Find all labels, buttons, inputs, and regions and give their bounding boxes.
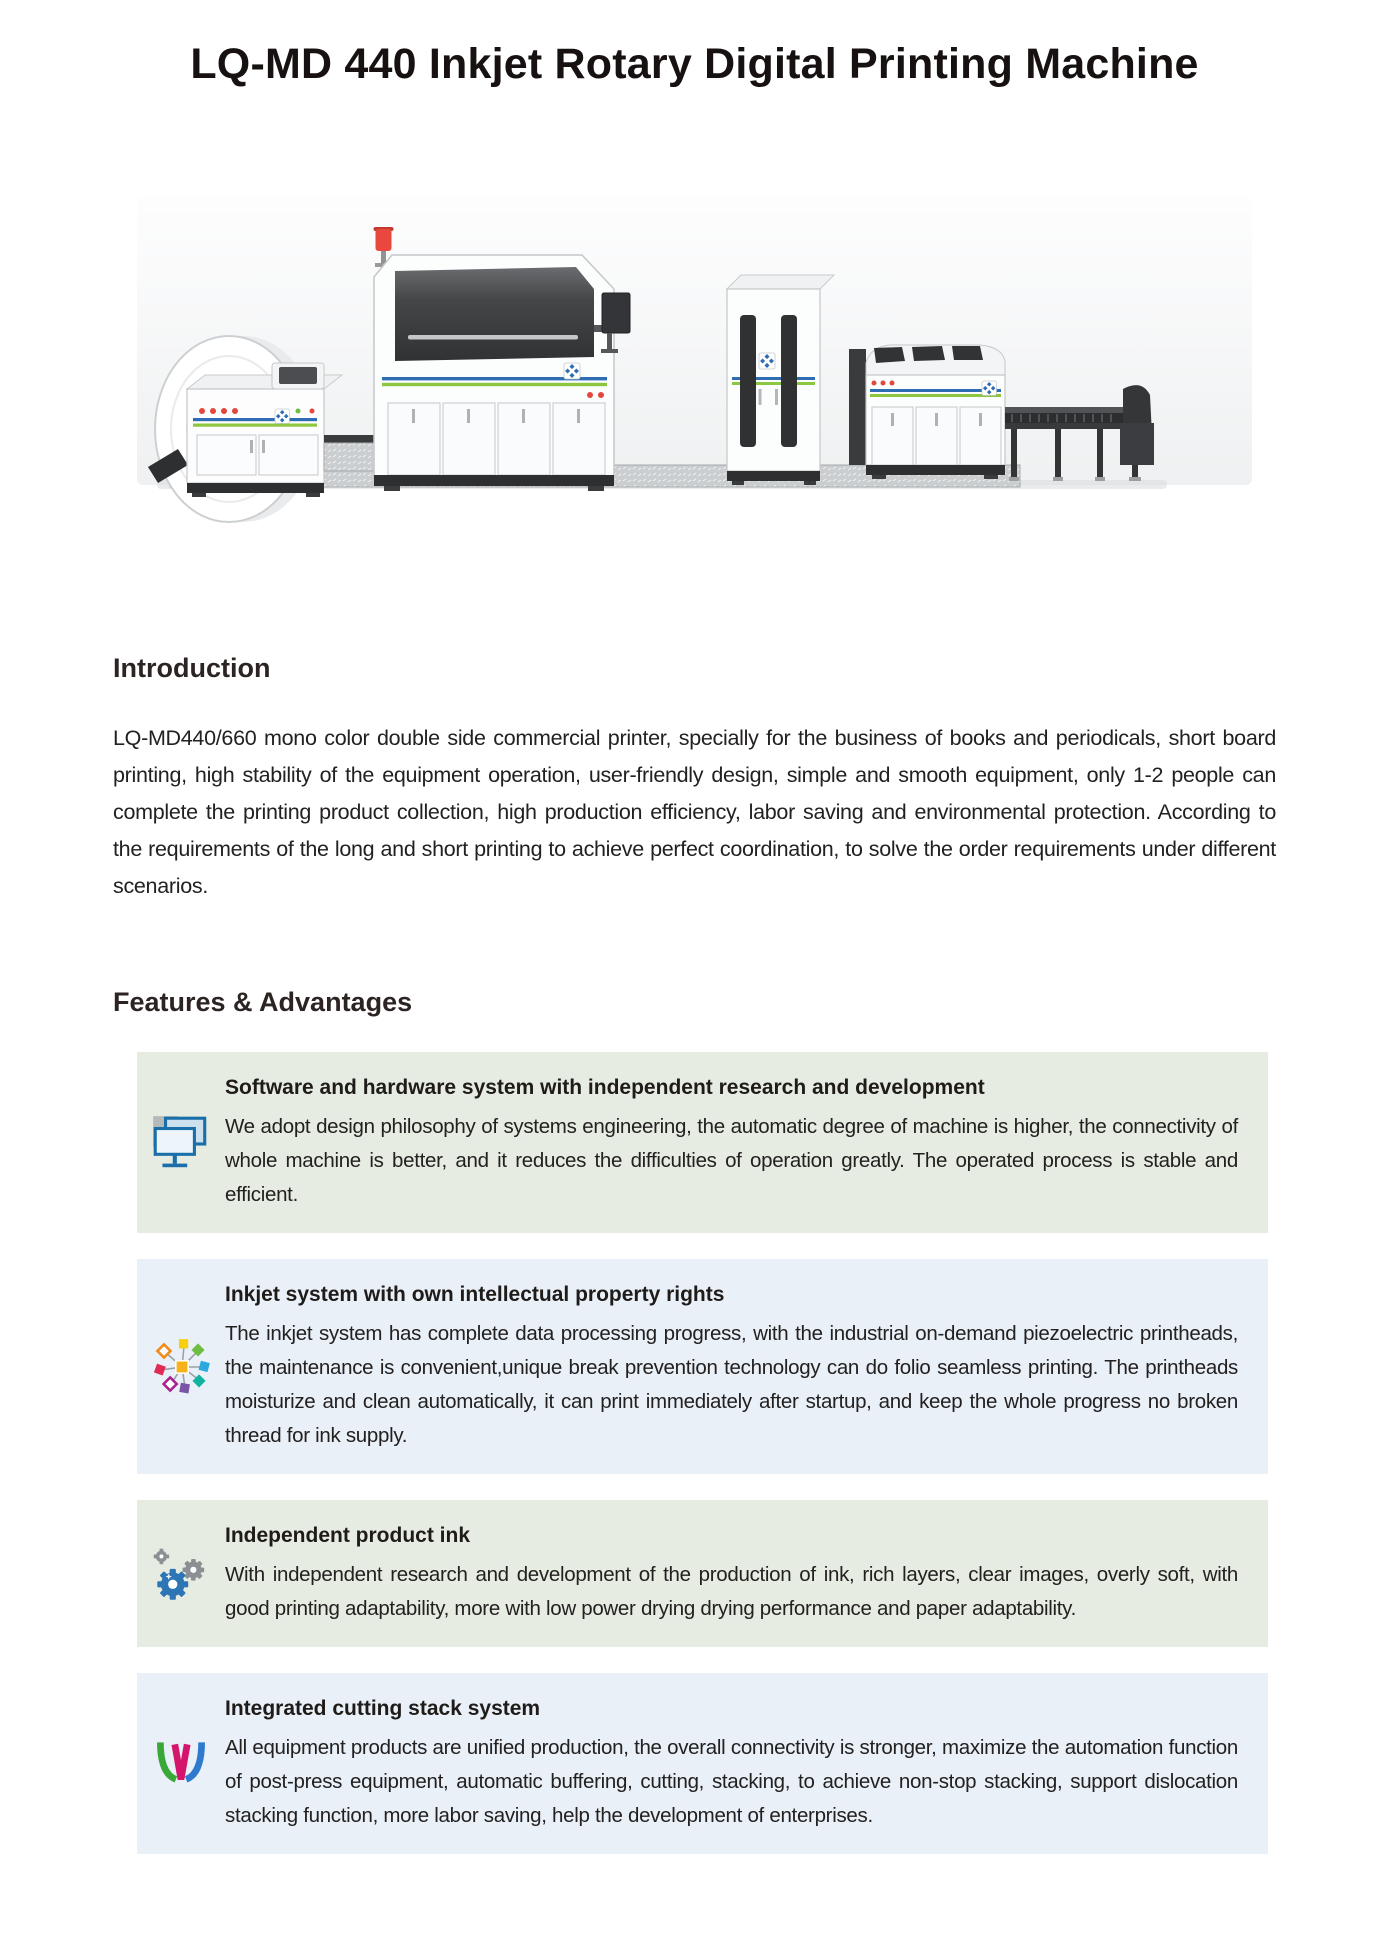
feature-title: Integrated cutting stack system: [225, 1697, 541, 1720]
gears-icon: [137, 1542, 225, 1608]
feature-card-inkjet-system: [137, 1259, 1268, 1474]
features-heading: Features & Advantages: [113, 987, 413, 1017]
introduction-paragraph: LQ-MD440/660 mono color double side commercial printer, specially for the business of books and periodicals, short board printing, high stability of the equipment operation, user-friendly design, simple and smooth equipment, only 1-2 people can complete the printing product collection, high production efficiency, labor saving and environmental protection. According to the requirements of the long and short printing to achieve perfect coordination, to solve the order requirements under different scenarios.: [113, 726, 1276, 898]
feature-title: Software and hardware system with independent research and development: [225, 1076, 985, 1099]
feature-content: [225, 1283, 1268, 1453]
feature-content: [225, 1697, 1268, 1833]
feature-title: Independent product ink: [225, 1524, 470, 1547]
printing-line-image: [112, 177, 1277, 557]
feature-body: The inkjet system has complete data processing progress, with the industrial on-demand piezoelectric printheads, the maintenance is convenient,unique break prevention technology can do folio seamless printing. The printheads moisturize and clean automatically, it can print immediately after startup, and keep the whole progress no broken thread for ink supply.: [225, 1322, 1238, 1447]
buffer-tower-unit: [727, 275, 834, 485]
introduction-section: [113, 653, 1276, 905]
monitors-icon: [137, 1111, 225, 1177]
feature-card-cutting-stack: [137, 1673, 1268, 1854]
features-section: [0, 987, 1389, 1854]
feature-body: All equipment products are unified production, the overall connectivity is stronger, maximize the automation function of post-press equipment, automatic buffering, cutting, stacking, to achieve non-stop stacking, support dislocation stacking function, more labor saving, help the development of enterprises.: [225, 1736, 1238, 1827]
ribbons-icon: [137, 1732, 225, 1798]
unwinder-unit: [187, 363, 342, 497]
feature-title: Inkjet system with own intellectual property rights: [225, 1283, 725, 1306]
cutter-stacker-unit: [849, 345, 1005, 479]
feature-body: With independent research and development of the production of ink, rich layers, clear images, overly soft, with good printing adaptability, more with low power drying drying performance and paper adaptability.: [225, 1563, 1238, 1620]
print-engine-unit: [374, 227, 631, 491]
feature-card-software-hardware: [137, 1052, 1268, 1233]
feature-card-product-ink: [137, 1500, 1268, 1647]
web-bridge: [324, 435, 376, 471]
page-title: LQ-MD 440 Inkjet Rotary Digital Printing Machine: [190, 40, 1199, 88]
touch-screen: [279, 367, 317, 384]
product-illustration: [112, 177, 1277, 557]
feature-content: [225, 1076, 1268, 1212]
introduction-heading: Introduction: [113, 653, 271, 683]
feature-body: We adopt design philosophy of systems engineering, the automatic degree of machine is higher, the connectivity of whole machine is better, and it reduces the difficulties of operation greatly. The operated process is stable and efficient.: [225, 1115, 1238, 1206]
inkjet-swatches-icon: [137, 1335, 225, 1401]
page: [0, 40, 1389, 1854]
printer-hood: [395, 267, 594, 361]
feature-content: [225, 1524, 1268, 1626]
